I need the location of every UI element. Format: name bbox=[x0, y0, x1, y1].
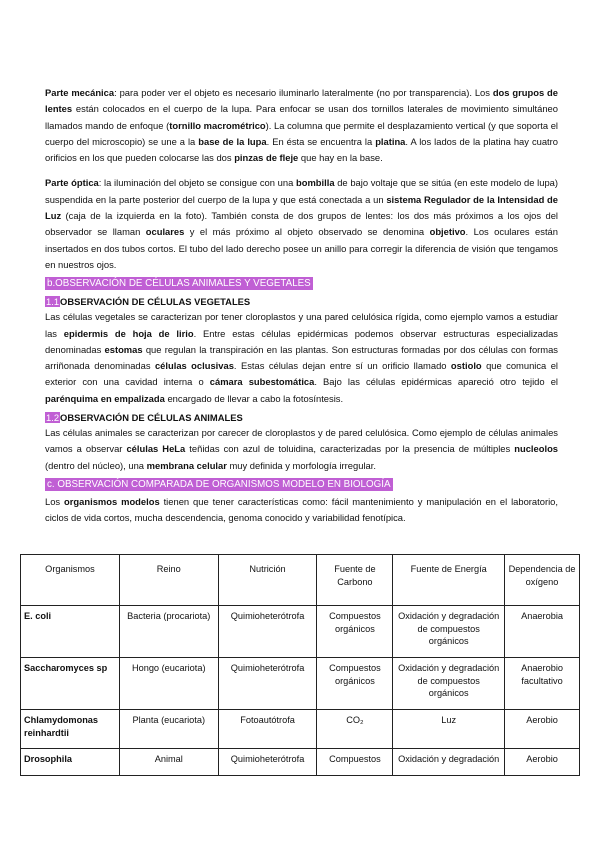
text-run: de bajo voltaje que se sitúa (en este modelo de lupa) suspendida en la parte posterior del cuerpo de la lupa y que está conectada a un bbox=[45, 177, 558, 205]
paragraph-parte-mecanica bbox=[45, 85, 558, 166]
text-run: están colocados en el cuerpo de la lupa. Para enfocar se usan dos tornillos laterales de movimiento simultáneo llamados mando de enfoque ( bbox=[45, 103, 558, 131]
bold-term: epidermis de hoja de lirio bbox=[63, 327, 194, 339]
bold-term: oculares bbox=[145, 226, 185, 238]
paragraph-organismos-modelo bbox=[45, 494, 558, 527]
table-cell: Planta (eucariota) bbox=[119, 710, 218, 749]
bold-term: tornillo macrométrico bbox=[169, 119, 266, 131]
table-header-cell: Organismos bbox=[21, 555, 120, 606]
table-header-cell: Fuente de Carbono bbox=[317, 555, 393, 606]
bold-term: platina bbox=[375, 135, 406, 147]
subheading-title: OBSERVACIÓN DE CÉLULAS VEGETALES bbox=[60, 296, 251, 308]
text-run: . Los oculares están insertados en dos tubos cortos. El tubo del lado derecho posee un anillo para corregir la diferencia de visión que tengamos en nuestros ojos. bbox=[45, 226, 558, 270]
paragraph-parte-optica bbox=[45, 175, 558, 273]
bold-term: membrana celular bbox=[146, 459, 227, 471]
table-cell: Animal bbox=[119, 749, 218, 776]
text-run: y el más próximo al objeto observado se denomina bbox=[184, 226, 430, 238]
table-cell: Fotoautótrofa bbox=[218, 710, 317, 749]
text-run: que hay en la base. bbox=[298, 152, 383, 164]
text-run: . A los lados de la platina hay cuatro orificios en los que pueden colocarse las dos bbox=[45, 135, 558, 164]
text-run: . Bajo las células epidérmicas apareció otro tejido el bbox=[314, 376, 558, 388]
table-cell: Bacteria (procariota) bbox=[119, 606, 218, 658]
bold-term: bombilla bbox=[295, 177, 335, 189]
organism-name-cell: E. coli bbox=[21, 606, 120, 658]
text-run: . En ésta se encuentra la bbox=[266, 135, 376, 147]
subheading-title: OBSERVACIÓN DE CÉLULAS ANIMALES bbox=[60, 412, 243, 424]
table-header-cell: Reino bbox=[119, 555, 218, 606]
text-run: . Entre estas células epidérmicas podemos observar estructuras especializadas denominadas bbox=[45, 327, 558, 355]
bold-term: dos grupos de lentes bbox=[45, 87, 558, 115]
bold-term: Parte mecánica bbox=[45, 87, 115, 98]
text-run: que comunica el exterior con una cavidad interna o bbox=[45, 360, 558, 388]
text-run: : la iluminación del objeto se consigue con una bbox=[98, 177, 296, 189]
bold-term: estomas bbox=[104, 343, 143, 355]
bold-term: parénquima en empalizada bbox=[45, 392, 165, 404]
table-cell: Compuestos orgánicos bbox=[317, 606, 393, 658]
table-row bbox=[21, 710, 580, 749]
text-run: Los bbox=[45, 495, 65, 507]
bold-term: ostiolo bbox=[450, 360, 482, 372]
subheading-1-2 bbox=[45, 411, 558, 425]
organism-name-cell: Chlamydomonas reinhardtii bbox=[21, 710, 120, 749]
bold-term: cámara subestomática bbox=[209, 376, 315, 388]
table-header-row bbox=[21, 555, 580, 606]
table-cell: Quimioheterótrofa bbox=[218, 749, 317, 776]
table-header-cell: Nutrición bbox=[218, 555, 317, 606]
text-run: . Estas células dejan entre sí un orificio llamado bbox=[233, 360, 451, 372]
table-cell: Oxidación y degradación de compuestos orgánicos bbox=[393, 606, 505, 658]
subheading-number: 1.2 bbox=[46, 412, 60, 424]
table-row bbox=[21, 606, 580, 658]
bold-term: células oclusivas bbox=[154, 360, 234, 372]
organism-name-cell: Drosophila bbox=[21, 749, 120, 776]
bold-term: base de la lupa bbox=[198, 135, 267, 147]
table-cell: Quimioheterótrofa bbox=[218, 606, 317, 658]
section-heading-b: b.OBSERVACIÓN DE CÉLULAS ANIMALES Y VEGETALES bbox=[47, 278, 311, 290]
bold-term: organismos modelos bbox=[64, 495, 160, 507]
table-cell: Anaerobia bbox=[505, 606, 580, 658]
table-cell: Hongo (eucariota) bbox=[119, 658, 218, 710]
bold-term: pinzas de fleje bbox=[234, 152, 299, 164]
table-row bbox=[21, 749, 580, 776]
paragraph-celulas-vegetales bbox=[45, 309, 558, 407]
table-cell: Quimioheterótrofa bbox=[218, 658, 317, 710]
organisms-table bbox=[20, 554, 580, 776]
table-header-cell: Dependencia de oxígeno bbox=[505, 555, 580, 606]
table-row bbox=[21, 658, 580, 710]
table-header-cell: Fuente de Energía bbox=[393, 555, 505, 606]
text-run: Las células animales se caracterizan por carecer de cloroplastos y de pared celulósica. Como ejemplo de células animales vamos a observar bbox=[45, 427, 558, 455]
bold-term: Parte óptica bbox=[45, 177, 99, 189]
subheading-1-1 bbox=[45, 295, 558, 309]
text-run: teñidas con azul de toluidina, caracterizadas por la presencia de múltiples bbox=[185, 443, 515, 455]
table-cell: CO₂ bbox=[317, 710, 393, 749]
organism-name-cell: Saccharomyces sp bbox=[21, 658, 120, 710]
table-cell: Aerobio bbox=[505, 749, 580, 776]
bold-term: nucleolos bbox=[514, 443, 559, 455]
bold-term: sistema Regulador de la Intensidad de Luz bbox=[45, 193, 558, 222]
section-heading-c: c. OBSERVACIÓN COMPARADA DE ORGANISMOS MODELO EN BIOLOGÍA bbox=[47, 478, 391, 490]
table-cell: Anaerobio facultativo bbox=[505, 658, 580, 710]
paragraph-celulas-animales bbox=[45, 425, 558, 474]
table-cell: Compuestos bbox=[317, 749, 393, 776]
bold-term: objetivo bbox=[429, 226, 466, 238]
table-cell: Aerobio bbox=[505, 710, 580, 749]
text-run: Las células vegetales se caracterizan por tener cloroplastos y una pared celulósica rígida, como ejemplo vamos a estudiar las bbox=[45, 311, 558, 339]
table-cell: Oxidación y degradación de compuestos orgánicos bbox=[393, 658, 505, 710]
text-run: ). La columna que permite el desplazamiento vertical (y que soporta el cuerpo del microscopio) se une a la bbox=[45, 119, 558, 147]
text-run: : para poder ver el objeto es necesario iluminarlo lateralmente (no por transparencia). Los bbox=[114, 87, 493, 98]
text-run: que regulan la transpiración en las plantas. Son estructuras formadas por dos células con formas arriñonada denominadas bbox=[45, 343, 558, 372]
text-run: (caja de la izquierda en la foto). También consta de dos grupos de lentes: los dos más próximos a los ojos del observador se llaman bbox=[45, 210, 558, 238]
text-run: tienen que tener características como: fácil mantenimiento y manipulación en el laboratorio, ciclos de vida cortos, mucha descendencia, genoma conocido y variabilidad fenotípica. bbox=[45, 495, 558, 524]
bold-term: células HeLa bbox=[126, 443, 186, 455]
text-run: (dentro del núcleo), una bbox=[45, 459, 147, 471]
table-cell: Compuestos orgánicos bbox=[317, 658, 393, 710]
table-cell: Luz bbox=[393, 710, 505, 749]
text-run: muy definida y morfología irregular. bbox=[226, 459, 376, 471]
text-run: encargado de llevar a cabo la fotosíntesis. bbox=[164, 392, 344, 404]
subheading-number: 1.1 bbox=[46, 296, 60, 308]
document-page bbox=[45, 85, 558, 527]
table-cell: Oxidación y degradación bbox=[393, 749, 505, 776]
